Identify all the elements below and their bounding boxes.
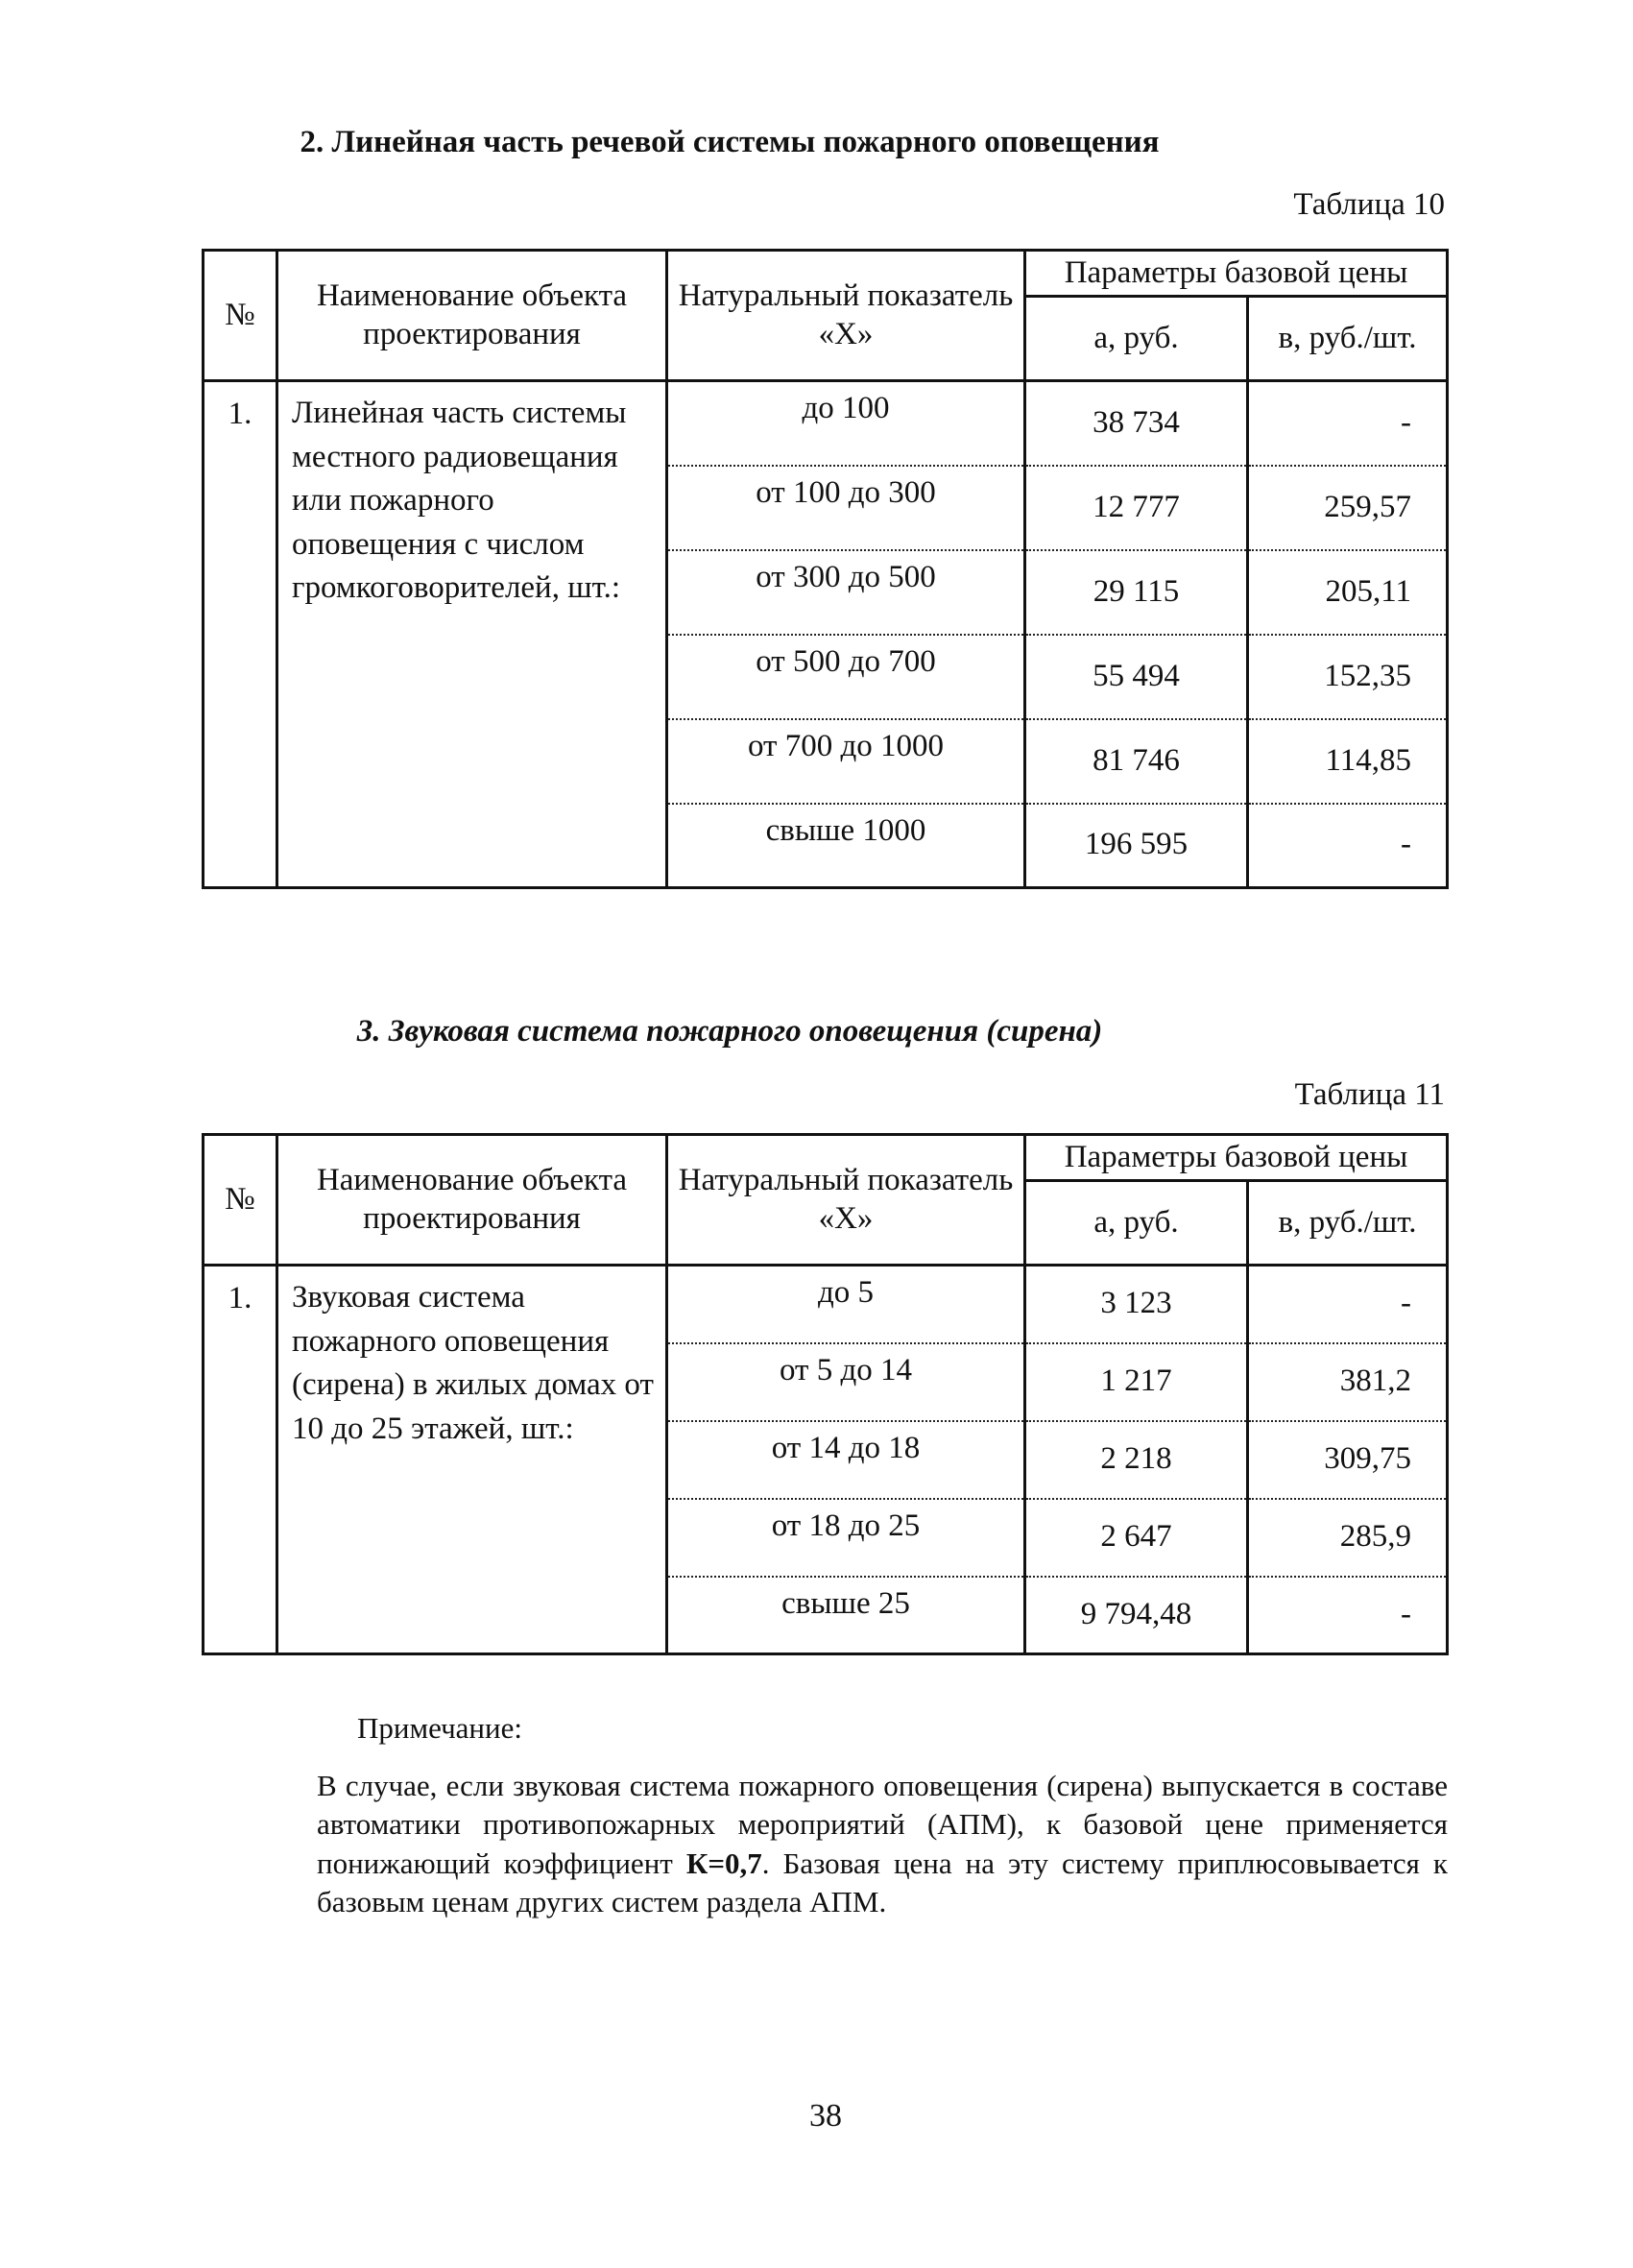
header-indicator: Натуральный показатель «X» <box>667 1135 1025 1266</box>
price-a-cell: 3 123 <box>1025 1266 1248 1343</box>
section-3-heading: 3. Звуковая система пожарного оповещения (сирена) <box>356 1014 1103 1049</box>
row-number: 1. <box>204 381 277 888</box>
note-text-before: В случае, если звуковая система пожарного оповещения (сирена) выпускается в составе автоматики противопожарных мероприятий (АПМ), к базовой цене применяется понижающий коэффициент <box>317 1769 1448 1880</box>
header-num: № <box>204 1135 277 1266</box>
range-cell: от 700 до 1000 <box>667 719 1025 804</box>
header-base-price-params: Параметры базовой цены <box>1025 1135 1448 1181</box>
range-cell: до 100 <box>667 381 1025 466</box>
range-cell: от 18 до 25 <box>667 1499 1025 1577</box>
price-b-cell: - <box>1248 804 1448 888</box>
price-a-cell: 38 734 <box>1025 381 1248 466</box>
header-a: а, руб. <box>1025 297 1248 381</box>
price-a-cell: 9 794,48 <box>1025 1577 1248 1654</box>
range-cell: свыше 1000 <box>667 804 1025 888</box>
table-11-caption: Таблица 11 <box>1294 1077 1445 1112</box>
header-b: в, руб./шт. <box>1248 1181 1448 1266</box>
note-label: Примечание: <box>357 1711 522 1745</box>
table-10-caption: Таблица 10 <box>1293 187 1445 222</box>
price-b-cell: 259,57 <box>1248 466 1448 550</box>
note-coefficient: К=0,7 <box>685 1846 762 1880</box>
price-b-cell: 285,9 <box>1248 1499 1448 1577</box>
price-b-cell: - <box>1248 1577 1448 1654</box>
object-name: Линейная часть системы местного радиовещания или пожарного оповещения с числом громкоговорителей, шт.: <box>277 381 667 888</box>
range-cell: от 300 до 500 <box>667 550 1025 635</box>
price-a-cell: 2 218 <box>1025 1421 1248 1499</box>
range-cell: от 5 до 14 <box>667 1343 1025 1421</box>
header-object-name: Наименование объекта проектирования <box>277 251 667 381</box>
header-b: в, руб./шт. <box>1248 297 1448 381</box>
section-2-heading: 2. Линейная часть речевой системы пожарного оповещения <box>300 125 1160 159</box>
object-name: Звуковая система пожарного оповещения (сирена) в жилых домах от 10 до 25 этажей, шт.: <box>277 1266 667 1654</box>
header-a: а, руб. <box>1025 1181 1248 1266</box>
range-cell: до 5 <box>667 1266 1025 1343</box>
table-10 <box>202 249 1449 889</box>
range-cell: свыше 25 <box>667 1577 1025 1654</box>
header-indicator: Натуральный показатель «X» <box>667 251 1025 381</box>
header-num: № <box>204 251 277 381</box>
price-a-cell: 2 647 <box>1025 1499 1248 1577</box>
header-base-price-params: Параметры базовой цены <box>1025 251 1448 297</box>
price-a-cell: 12 777 <box>1025 466 1248 550</box>
range-cell: от 14 до 18 <box>667 1421 1025 1499</box>
page-number: 38 <box>809 2098 842 2134</box>
price-b-cell: 152,35 <box>1248 635 1448 719</box>
table-11 <box>202 1133 1449 1655</box>
price-a-cell: 55 494 <box>1025 635 1248 719</box>
range-cell: от 500 до 700 <box>667 635 1025 719</box>
range-cell: от 100 до 300 <box>667 466 1025 550</box>
row-number: 1. <box>204 1266 277 1654</box>
price-b-cell: - <box>1248 1266 1448 1343</box>
price-a-cell: 29 115 <box>1025 550 1248 635</box>
note-text <box>317 1767 1448 1921</box>
price-b-cell: 309,75 <box>1248 1421 1448 1499</box>
price-a-cell: 196 595 <box>1025 804 1248 888</box>
price-b-cell: - <box>1248 381 1448 466</box>
note-text-after: . Базовая цена на эту систему приплюсовывается к базовым ценам других систем раздела АПМ. <box>317 1846 1448 1918</box>
price-b-cell: 381,2 <box>1248 1343 1448 1421</box>
header-object-name: Наименование объекта проектирования <box>277 1135 667 1266</box>
price-a-cell: 81 746 <box>1025 719 1248 804</box>
price-b-cell: 205,11 <box>1248 550 1448 635</box>
price-b-cell: 114,85 <box>1248 719 1448 804</box>
price-a-cell: 1 217 <box>1025 1343 1248 1421</box>
